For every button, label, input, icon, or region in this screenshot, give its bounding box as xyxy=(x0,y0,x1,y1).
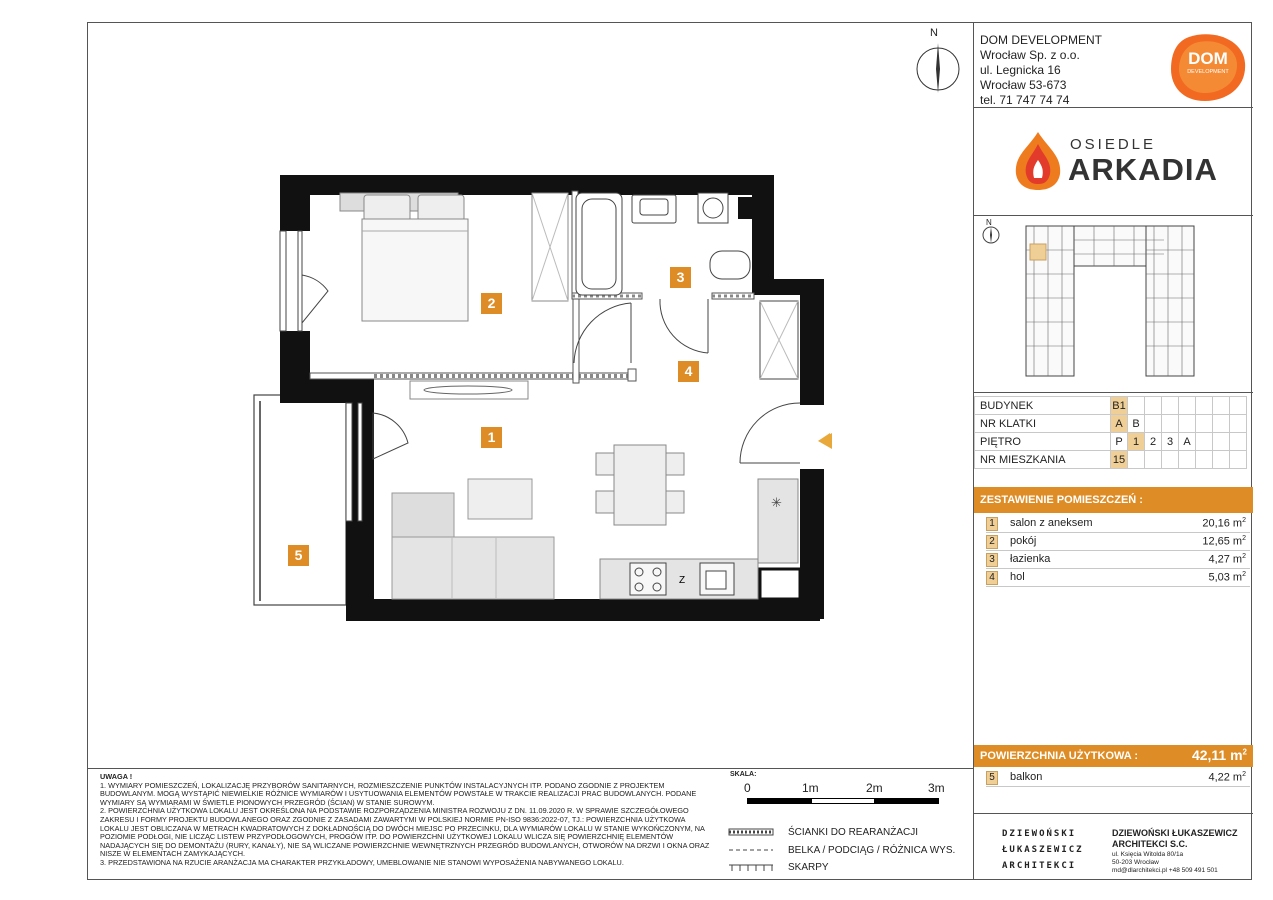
row-budynek xyxy=(975,397,1247,415)
floor-plan-sheet xyxy=(87,22,1252,880)
legend-symbol-beam xyxy=(728,845,774,855)
arkadia-flame-icon xyxy=(1010,130,1066,192)
room-label-1: 1 xyxy=(481,427,502,448)
room-row-name: łazienka xyxy=(1010,553,1051,565)
area-unit-sup: 2 xyxy=(1242,571,1246,578)
balcony-area-value: 4,22 m xyxy=(1208,771,1243,784)
scale-legend xyxy=(728,769,973,880)
pietro-3: 3 xyxy=(1162,433,1179,451)
notes-title: UWAGA ! xyxy=(100,772,133,781)
architect-name-line1: DZIEWOŃSKI ŁUKASZEWICZ xyxy=(1112,828,1238,838)
budynek-label: BUDYNEK xyxy=(975,397,1111,415)
developer-phone: tel. 71 747 74 74 xyxy=(980,93,1070,107)
architect-name-line2: ARCHITEKCI S.C. xyxy=(1112,839,1188,849)
scale-tick-2m: 2m xyxy=(866,781,883,795)
architect-logo xyxy=(1002,826,1084,874)
room-row-num: 3 xyxy=(986,553,998,567)
dom-logo-text: DOM xyxy=(1188,49,1228,68)
room-row-area xyxy=(1208,571,1246,584)
area-unit-sup: 2 xyxy=(1242,517,1246,524)
developer-name: DOM DEVELOPMENT xyxy=(980,33,1103,47)
brand-arkadia: ARKADIA xyxy=(1068,152,1218,187)
total-area-value xyxy=(1192,747,1247,763)
pietro-p: P xyxy=(1111,433,1128,451)
notes-block xyxy=(100,773,712,868)
info-panel xyxy=(973,23,1252,879)
row-pietro xyxy=(975,433,1247,451)
total-area-label: POWIERZCHNIA UŻYTKOWA : xyxy=(980,750,1139,762)
note-3: 3. PRZEDSTAWIONA NA RZUCIE ARANŻACJA MA CHARAKTER PRZYKŁADOWY, UMEBLOWANIE NIE STANOWI WYPOSAŻENIA NABYWANEGO LOKALU. xyxy=(100,857,624,867)
budynek-value: B1 xyxy=(1111,397,1128,415)
scale-tick-3m: 3m xyxy=(928,781,945,795)
room-row-name: hol xyxy=(1010,571,1025,583)
room-row-name: pokój xyxy=(1010,535,1037,547)
legend-beam: BELKA / PODCIĄG / RÓŻNICA WYS. xyxy=(788,845,956,856)
developer-address xyxy=(980,33,1102,108)
architect-addr1: ul. Księcia Witolda 80/1a xyxy=(1112,851,1184,858)
room-label-5: 5 xyxy=(288,545,309,566)
balcony-num: 5 xyxy=(986,771,998,785)
brand-osiedle: OSIEDLE xyxy=(1070,136,1157,153)
legend-rearrange: ŚCIANKI DO REARANŻACJI xyxy=(788,827,919,838)
room-row-area xyxy=(1208,553,1246,566)
balcony-area xyxy=(1208,771,1246,784)
plan-drawing xyxy=(88,23,973,768)
balcony-name: balkon xyxy=(1010,771,1043,783)
pietro-2: 2 xyxy=(1145,433,1162,451)
dom-logo-subtext: DEVELOPMENT xyxy=(1187,69,1229,75)
total-area-bar xyxy=(974,745,1253,767)
room-row-num: 2 xyxy=(986,535,998,549)
architect-block xyxy=(974,813,1253,879)
room-row-1 xyxy=(986,515,1250,533)
scale-tick-0: 0 xyxy=(744,781,751,795)
keyplan-north-label: N xyxy=(986,218,992,227)
room-area-value: 4,27 m xyxy=(1208,553,1243,566)
room-row-4 xyxy=(986,569,1250,587)
balcony-outline xyxy=(254,395,346,605)
area-unit-sup: 2 xyxy=(1242,535,1246,542)
row-mieszkanie xyxy=(975,451,1247,469)
dom-logo-icon xyxy=(1169,31,1247,103)
architect-address xyxy=(1112,851,1218,875)
developer-block xyxy=(974,23,1253,108)
pietro-1: 1 xyxy=(1128,433,1145,451)
klatka-a: A xyxy=(1111,415,1128,433)
room-area-value: 12,65 m xyxy=(1202,535,1243,548)
sheet-footer xyxy=(88,768,973,879)
architect-contact: md@dlarchitekci.pl +48 509 491 501 xyxy=(1112,867,1218,874)
note-2: 2. POWIERZCHNIA UŻYTKOWA LOKALU JEST OKREŚLONA NA PODSTAWIE ROZPORZĄDZENIA MINISTRA ROZWOJU Z DN. 11.09.2020 R. W SPRAWIE SZCZEGÓŁOWEGO ZAKRESU I FORMY PROJEKTU BUDOWLANEGO ORAZ ZGODNIE Z ZASADAMI ZAWARTYMI W POLSKIEJ NORMIE PN-ISO 9836:2022-07, TJ.: POWIERZCHNIA UŻYTKOWA LOKALU JEST OBLICZANA W METRACH KWADRATOWYCH Z DOKŁADNOŚCIĄ DO DWÓCH MIEJSC PO PRZECINKU, DLA WYMIARÓW LOKALU W STANIE WYKOŃCZONYM, NA POZIOMIE PODŁOGI, NIE LICZĄC LISTEW PRZYPODŁOGOWYCH, PROGÓW ITP. DO POWIERZCHNI UŻYTKOWEJ LOKALU WLICZA SIĘ POWIERZCHNIĘ ELEMENTÓW NADAJĄCYCH SIĘ DO DEMONTAŻU (RURY, KANAŁY), NIE SĄ WLICZANE POWIERZCHNIE WEWNĘTRZNYCH PRZEGRÓD BUDOWLANYCH, OTWORÓW NA DRZWI I OKNA ORAZ NISZE W ELEMENTACH ZAMYKAJĄCYCH. xyxy=(100,806,710,859)
room-row-name: salon z aneksem xyxy=(1010,517,1093,529)
room-label-2: 2 xyxy=(481,293,502,314)
architect-logo-line2: ŁUKASZEWICZ xyxy=(1002,845,1084,855)
svg-text:Z: Z xyxy=(679,575,686,586)
pietro-label: PIĘTRO xyxy=(975,433,1111,451)
scale-tick-1m: 1m xyxy=(802,781,819,795)
klatka-b: B xyxy=(1128,415,1145,433)
architect-name xyxy=(1112,828,1238,850)
room-row-3 xyxy=(986,551,1250,569)
room-label-3: 3 xyxy=(670,267,691,288)
legend-symbol-skarpy xyxy=(728,862,774,872)
balcony-row xyxy=(986,769,1250,787)
mieszkanie-label: NR MIESZKANIA xyxy=(975,451,1111,469)
room-area-value: 20,16 m xyxy=(1202,517,1243,530)
developer-line4: Wrocław 53-673 xyxy=(980,78,1067,92)
scale-bar-3 xyxy=(875,798,939,804)
note-1: 1. WYMIARY POMIESZCZEŃ, LOKALIZACJĘ PRZYBORÓW SANITARNYCH, ROZMIESZCZENIE PUNKTÓW INSTALACYJNYCH ITP. PODANO ZGODNIE Z PROJEKTEM BUDOWLANYM. MOGĄ WYSTĄPIĆ NIEWIELKIE RÓŻNICE WYMIARÓW I USYTUOWANIA ELEMENTÓW POWSTAŁE W TRAKCIE REALIZACJI PRAC BUDOWLANYCH. PODANE WYMIARY SĄ WYMIARAMI W ŚWIETLE PIONOWYCH PRZEGRÓD (ŚCIAN) W STANIE SUROWYM. xyxy=(100,780,697,807)
developer-line2: Wrocław Sp. z o.o. xyxy=(980,48,1080,62)
room-label-4: 4 xyxy=(678,361,699,382)
key-plan-drawing xyxy=(974,216,1253,393)
area-unit-sup: 2 xyxy=(1242,747,1247,757)
apartment-info-table xyxy=(974,396,1247,469)
scale-bar-2 xyxy=(811,798,875,804)
klatka-label: NR KLATKI xyxy=(975,415,1111,433)
room-row-num: 1 xyxy=(986,517,998,531)
total-value-text: 42,11 m xyxy=(1191,747,1243,763)
room-row-area xyxy=(1202,517,1246,530)
rooms-header: ZESTAWIENIE POMIESZCZEŃ : xyxy=(974,487,1253,513)
pietro-a: A xyxy=(1179,433,1196,451)
area-unit-sup: 2 xyxy=(1242,553,1246,560)
room-row-2 xyxy=(986,533,1250,551)
legend-symbol-rearrange xyxy=(728,827,774,837)
mieszkanie-value: 15 xyxy=(1111,451,1128,469)
room-row-area xyxy=(1202,535,1246,548)
svg-text:✳: ✳ xyxy=(771,495,782,510)
key-plan xyxy=(974,216,1253,393)
north-label: N xyxy=(930,27,938,39)
apartment-plan xyxy=(88,23,973,768)
scale-label: SKALA: xyxy=(730,771,757,778)
architect-logo-line1: DZIEWOŃSKI xyxy=(1002,829,1077,839)
legend-skarpy: SKARPY xyxy=(788,862,829,873)
project-brand xyxy=(974,108,1253,216)
row-klatka xyxy=(975,415,1247,433)
keyplan-highlight xyxy=(1030,244,1046,260)
architect-addr2: 50-203 Wrocław xyxy=(1112,859,1159,866)
area-unit-sup: 2 xyxy=(1242,771,1246,778)
developer-line3: ul. Legnicka 16 xyxy=(980,63,1061,77)
room-area-value: 5,03 m xyxy=(1208,571,1243,584)
room-row-num: 4 xyxy=(986,571,998,585)
scale-bar-1 xyxy=(747,798,811,804)
architect-logo-line3: ARCHITEKCI xyxy=(1002,861,1077,871)
